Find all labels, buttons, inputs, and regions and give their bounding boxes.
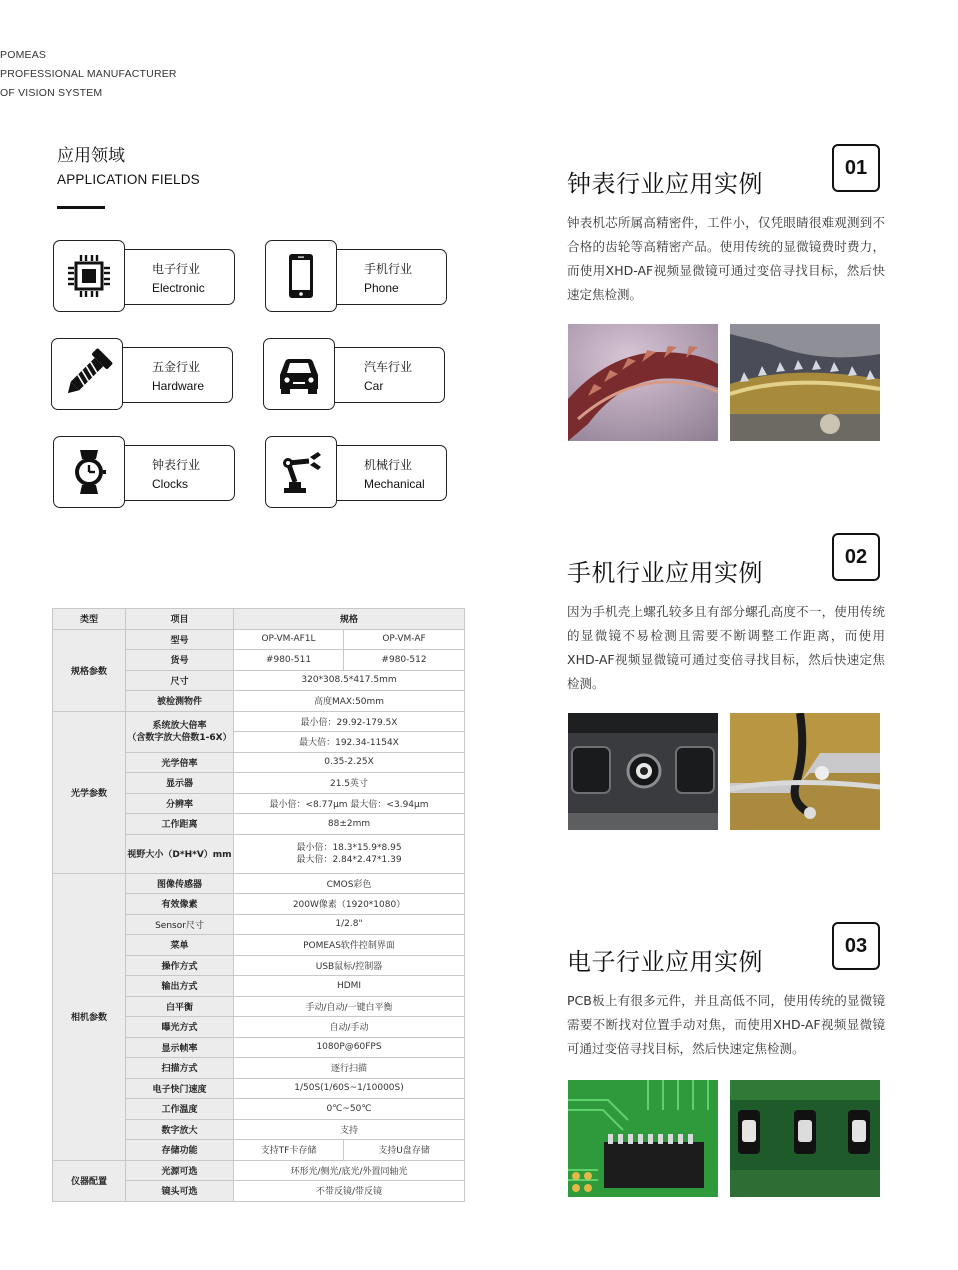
row-label: 工作距离 [126, 814, 234, 835]
header-type: 类型 [53, 609, 126, 630]
field-label-en: Mechanical [364, 477, 425, 491]
row-value: POMEAS软件控制界面 [234, 935, 465, 956]
category-spec-params: 规格参数 [53, 629, 126, 711]
application-fields-subtitle: APPLICATION FIELDS [57, 172, 200, 187]
category-optical-params: 光学参数 [53, 711, 126, 873]
title-underline [57, 206, 105, 209]
table-row [53, 1160, 465, 1181]
field-label-en: Car [364, 379, 384, 393]
row-label: 操作方式 [126, 955, 234, 976]
row-label [126, 711, 234, 752]
row-label: 货号 [126, 650, 234, 671]
row-label: 曝光方式 [126, 1017, 234, 1038]
case-title-electronic: 电子行业应用实例 [567, 948, 763, 976]
table-row [53, 609, 465, 630]
field-label-zh: 汽车行业 [364, 360, 413, 374]
row-label: 分辨率 [126, 793, 234, 814]
row-value: 0.35-2.25X [234, 752, 465, 773]
row-label-line: （含数字放大倍数1-6X） [127, 732, 232, 743]
row-label-line: 系统放大倍率 [152, 720, 207, 731]
field-phone [265, 240, 449, 312]
field-hardware [51, 338, 235, 410]
category-instrument-config: 仪器配置 [53, 1160, 126, 1201]
row-value: #980-512 [344, 650, 465, 671]
row-label: 输出方式 [126, 976, 234, 997]
brand-block [0, 46, 177, 103]
row-value: 支持U盘存储 [344, 1140, 465, 1161]
row-value: 1/50S(1/60S~1/10000S) [234, 1078, 465, 1099]
field-mechanical [265, 436, 449, 508]
case-number-badge: 02 [832, 533, 880, 581]
phone-icon [265, 240, 337, 312]
case-number-badge: 03 [832, 922, 880, 970]
case-number-badge: 01 [832, 144, 880, 192]
row-value: 最小倍：<8.77μm 最大倍：<3.94μm [234, 793, 465, 814]
photo-pcb-chip [568, 1080, 718, 1197]
chip-icon [53, 240, 125, 312]
field-label-zh: 机械行业 [364, 458, 413, 472]
row-value: 逐行扫描 [234, 1058, 465, 1079]
photo-phone-shell [568, 713, 718, 830]
row-value: OP-VM-AF1L [234, 629, 344, 650]
photo-gear-red [568, 324, 718, 441]
row-value [234, 834, 465, 873]
row-label: 尺寸 [126, 670, 234, 691]
row-value: #980-511 [234, 650, 344, 671]
row-value: 不带反镜/带反镜 [234, 1181, 465, 1202]
case-description: 因为手机壳上螺孔较多且有部分螺孔高度不一，使用传统的显微镜不易检测且需要不断调整工作距离，而使用XHD-AF视频显微镜可通过变倍寻找目标，然后快速定焦检测。 [567, 604, 885, 691]
photo-phone-board [730, 713, 880, 830]
row-label: 数字放大 [126, 1119, 234, 1140]
field-label-en: Electronic [152, 281, 205, 295]
row-label: 白平衡 [126, 996, 234, 1017]
row-value: 最小倍：29.92-179.5X [234, 711, 465, 732]
case-title-clocks: 钟表行业应用实例 [567, 170, 763, 198]
row-label: 镜头可选 [126, 1181, 234, 1202]
row-value: 高度MAX:50mm [234, 691, 465, 712]
row-label: 被检测物件 [126, 691, 234, 712]
row-label: Sensor尺寸 [126, 914, 234, 935]
row-value: OP-VM-AF [344, 629, 465, 650]
row-label: 显示帧率 [126, 1037, 234, 1058]
row-label: 光源可选 [126, 1160, 234, 1181]
row-value: 88±2mm [234, 814, 465, 835]
row-label: 有效像素 [126, 894, 234, 915]
field-label-en: Hardware [152, 379, 205, 393]
row-label: 显示器 [126, 773, 234, 794]
row-value: 0℃~50℃ [234, 1099, 465, 1120]
robot-arm-icon [265, 436, 337, 508]
spec-table [52, 608, 465, 1202]
row-label: 扫描方式 [126, 1058, 234, 1079]
field-label-zh: 钟表行业 [152, 458, 201, 472]
field-car [263, 338, 447, 410]
row-value-line: 最小倍：18.3*15.9*8.95 [296, 842, 402, 853]
row-value: CMOS彩色 [234, 873, 465, 894]
row-value: 1/2.8" [234, 914, 465, 935]
row-value: 21.5英寸 [234, 773, 465, 794]
field-label-en: Phone [364, 281, 399, 295]
watch-icon [53, 436, 125, 508]
case-description: PCB板上有很多元件，并且高低不同，使用传统的显微镜需要不断找对位置手动对焦，而使用XHD-AF视频显微镜可通过变倍寻找目标，然后快速定焦检测。 [567, 993, 885, 1056]
row-label: 菜单 [126, 935, 234, 956]
row-value: 200W像素（1920*1080） [234, 894, 465, 915]
case-description: 钟表机芯所属高精密件，工件小，仅凭眼睛很难观测到不合格的齿轮等高精密产品。使用传统的显微镜费时费力，而使用XHD-AF视频显微镜可通过变倍寻找目标，然后快速定焦检测。 [567, 215, 885, 302]
row-label: 存储功能 [126, 1140, 234, 1161]
row-value: 自动/手动 [234, 1017, 465, 1038]
row-label: 型号 [126, 629, 234, 650]
row-label: 电子快门速度 [126, 1078, 234, 1099]
screw-icon [51, 338, 123, 410]
header-item: 项目 [126, 609, 234, 630]
case-title-phone: 手机行业应用实例 [567, 559, 763, 587]
table-row [53, 873, 465, 894]
row-label: 光学倍率 [126, 752, 234, 773]
row-value: HDMI [234, 976, 465, 997]
row-value: 最大倍：192.34-1154X [234, 732, 465, 753]
brand-tagline-2: OF VISION SYSTEM [0, 87, 103, 99]
row-value: 支持TF卡存储 [234, 1140, 344, 1161]
table-row [53, 711, 465, 732]
row-value: 1080P@60FPS [234, 1037, 465, 1058]
row-value: USB鼠标/控制器 [234, 955, 465, 976]
field-label-zh: 手机行业 [364, 262, 413, 276]
photo-pcb-solder [730, 1080, 880, 1197]
table-row [53, 629, 465, 650]
category-camera-params: 相机参数 [53, 873, 126, 1160]
row-label: 图像传感器 [126, 873, 234, 894]
header-spec: 规格 [234, 609, 465, 630]
row-value: 320*308.5*417.5mm [234, 670, 465, 691]
field-clocks [53, 436, 237, 508]
field-label-zh: 五金行业 [152, 360, 201, 374]
row-value-line: 最大倍：2.84*2.47*1.39 [296, 854, 402, 865]
row-label: 工作温度 [126, 1099, 234, 1120]
field-label-zh: 电子行业 [152, 262, 201, 276]
photo-gear-gold [730, 324, 880, 441]
brand-name: POMEAS [0, 49, 47, 61]
field-electronic [53, 240, 237, 312]
field-label-en: Clocks [152, 477, 189, 491]
row-value: 支持 [234, 1119, 465, 1140]
row-value: 手动/自动/一键白平衡 [234, 996, 465, 1017]
row-value: 环形光/侧光/底光/外置同轴光 [234, 1160, 465, 1181]
row-label: 视野大小（D*H*V）mm [126, 834, 234, 873]
brand-tagline-1: PROFESSIONAL MANUFACTURER [0, 68, 177, 80]
application-fields-title: 应用领域 [57, 146, 125, 166]
car-icon [263, 338, 335, 410]
